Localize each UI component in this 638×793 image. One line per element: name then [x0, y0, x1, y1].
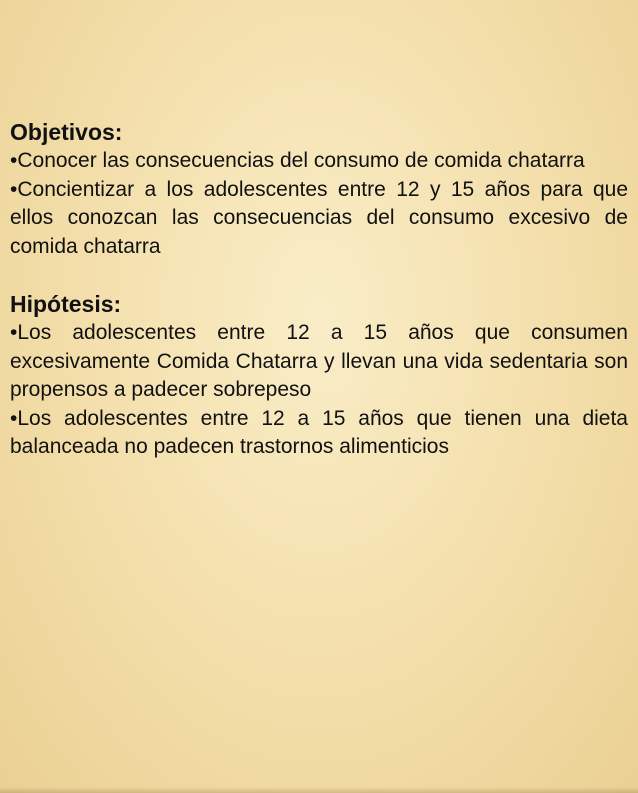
hipotesis-heading: Hipótesis:: [10, 291, 122, 317]
slide-content: [10, 117, 628, 462]
hipotesis-section: [10, 289, 628, 462]
hipotesis-item: •Los adolescentes entre 12 a 15 años que consumen excesivamente Comida Chatarra y llevan una vida sedentaria son propensos a padecer sobrepeso: [10, 321, 628, 401]
hipotesis-item: •Los adolescentes entre 12 a 15 años que tienen una dieta balanceada no padecen trastornos alimenticios: [10, 406, 628, 458]
bottom-shadow: [0, 787, 638, 793]
objetivos-section: [10, 117, 628, 261]
objetivo-item: •Concientizar a los adolescentes entre 12 y 15 años para que ellos conozcan las consecuencias del consumo excesivo de comida chatarra: [10, 177, 628, 258]
objetivos-heading: Objetivos:: [10, 119, 123, 145]
section-spacer: [10, 261, 628, 289]
objetivo-item: •Conocer las consecuencias del consumo de comida chatarra: [10, 149, 585, 172]
